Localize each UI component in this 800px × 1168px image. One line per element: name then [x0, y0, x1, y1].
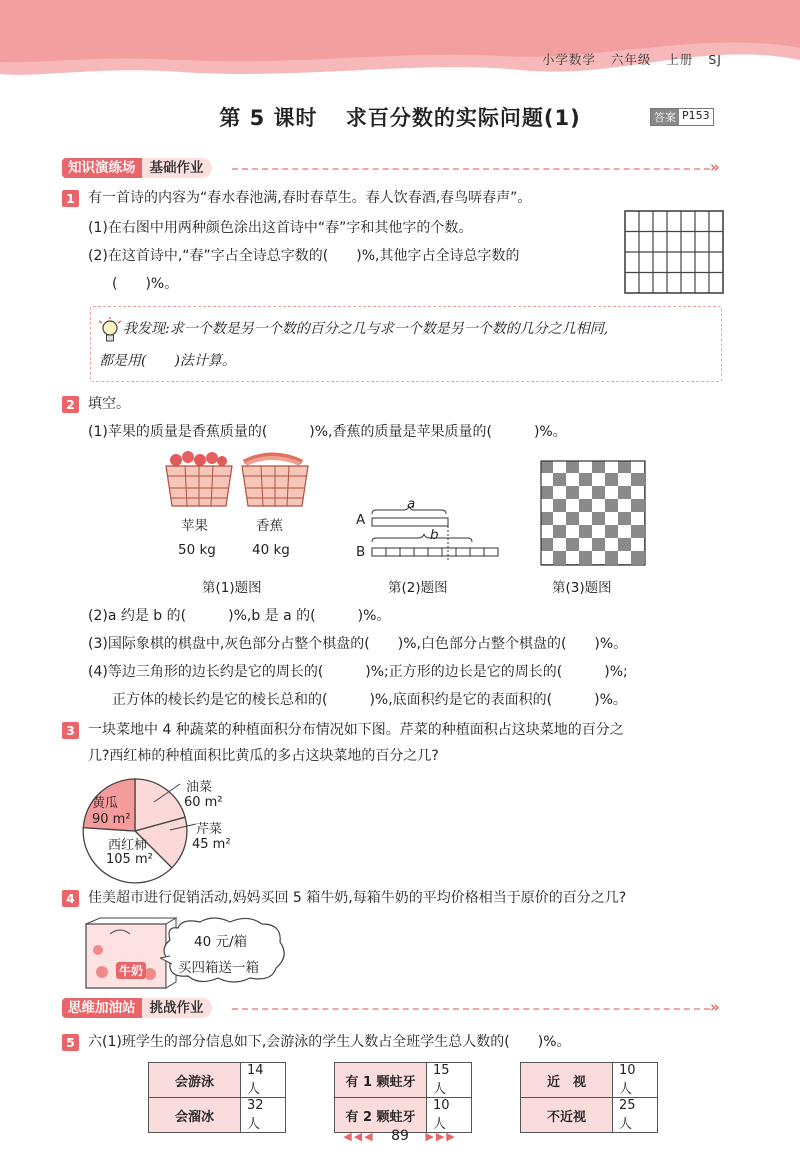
table-swim-skate [148, 1062, 286, 1133]
table-cell: 近 视 [521, 1063, 613, 1098]
question-number: 1 [62, 190, 79, 207]
q1-grid [624, 210, 724, 294]
table-cell: 14 人 [241, 1063, 286, 1098]
discovery-box [90, 306, 722, 382]
discovery-line2: 都是用( )法计算。 [99, 353, 236, 369]
table-cell: 有 2 颗蛀牙 [335, 1098, 427, 1133]
brace-a-label: a [407, 496, 416, 512]
answer-ref [650, 108, 714, 126]
pie-value-cucumber: 90 m² [92, 812, 131, 827]
pie-label-celery: 芹菜 [196, 822, 223, 837]
apple-weight: 50 kg [178, 542, 216, 558]
figure-caption-1: 第(1)题图 [202, 580, 262, 596]
q2-part2: (2)a 约是 b 的( )%,b 是 a 的( )%。 [88, 608, 391, 624]
pie-label-rapeseed: 油菜 [186, 780, 213, 795]
section-basic [62, 157, 212, 179]
q2-intro: 填空。 [88, 396, 130, 412]
header-info [532, 50, 722, 68]
q2-part3: (3)国际象棋的棋盘中,灰色部分占整个棋盘的( )%,白色部分占整个棋盘的( )%。 [88, 636, 628, 652]
fruit-baskets [160, 448, 310, 510]
pie-value-rapeseed: 60 m² [184, 795, 223, 810]
segment-a-label: A [356, 512, 366, 528]
banana-basket [242, 455, 308, 506]
table-cell: 10 人 [427, 1098, 472, 1133]
page-number: 89 [391, 1128, 409, 1144]
next-arrows-icon: ▶▶▶ [425, 1130, 457, 1143]
question-number: 2 [62, 396, 79, 413]
header-subject: 小学数学 [541, 52, 596, 67]
q1-part1: (1)在右图中用两种颜色涂出这首诗中“春”字和其他字的个数。 [88, 220, 473, 236]
q3-text-1: 一块菜地中 4 种蔬菜的种植面积分布情况如下图。芹菜的种植面积占这块菜地的百分之 [88, 722, 624, 738]
double-arrow-icon: » [710, 158, 720, 176]
table-cell: 25 人 [613, 1098, 658, 1133]
section-challenge [62, 997, 212, 1019]
q3-text-2: 几?西红柿的种植面积比黄瓜的多占这块菜地的百分之几? [88, 748, 439, 764]
question-number: 5 [62, 1034, 79, 1051]
table-cell: 不近视 [521, 1098, 613, 1133]
q5-text: 六(1)班学生的部分信息如下,会游泳的学生人数占全班学生总人数的( )%。 [88, 1034, 571, 1050]
q2-part1: (1)苹果的质量是香蕉质量的( )%,香蕉的质量是苹果质量的( )%。 [88, 424, 567, 440]
table-cavities [334, 1062, 472, 1133]
section-tag: 知识演练场 [62, 158, 142, 178]
segment-b-label: B [356, 544, 366, 560]
q4-text: 佳美超市进行促销活动,妈妈买回 5 箱牛奶,每箱牛奶的平均价格相当于原价的百分之几? [88, 890, 627, 906]
pie-value-celery: 45 m² [192, 837, 231, 852]
lesson-number: 第 5 课时 [219, 106, 318, 130]
apple-basket [166, 451, 232, 506]
discovery-line1: 我发现:求一个数是另一个数的百分之几与求一个数是另一个数的几分之几相同, [123, 321, 609, 337]
double-arrow-icon: » [710, 998, 720, 1016]
lesson-topic: 求百分数的实际问题(1) [345, 106, 581, 130]
q1-part2: (2)在这首诗中,“春”字占全诗总字数的( )%,其他字占全诗总字数的 [88, 248, 520, 264]
table-cell: 15 人 [427, 1063, 472, 1098]
bubble-price: 40 元/箱 [194, 934, 248, 950]
prev-arrows-icon: ◀◀◀ [343, 1130, 375, 1143]
header-volume: 上册 [666, 52, 694, 67]
table-cell: 有 1 颗蛀牙 [335, 1063, 427, 1098]
milk-label: 牛奶 [116, 962, 146, 979]
q2-part4-cont: 正方体的棱长约是它的棱长总和的( )%,底面积约是它的表面积的( )%。 [112, 692, 627, 708]
section-tag: 思维加油站 [62, 998, 142, 1018]
banana-weight: 40 kg [252, 542, 290, 558]
answer-label: 答案 [651, 109, 679, 125]
pie-label-cucumber: 黄瓜 [92, 796, 119, 811]
page-footer [0, 1128, 800, 1144]
question-number: 4 [62, 890, 79, 907]
bubble-offer: 买四箱送一箱 [178, 960, 259, 976]
figure-caption-2: 第(2)题图 [388, 580, 448, 596]
table-myopia [520, 1062, 658, 1133]
header-edition: SJ [708, 52, 722, 67]
section-sub: 挑战作业 [142, 998, 212, 1018]
pie-label-tomato: 西红柿 [108, 838, 148, 853]
q1-text: 有一首诗的内容为“春水春池满,春时春草生。春人饮春酒,春鸟哢春声”。 [88, 190, 532, 206]
lightbulb-icon [97, 317, 123, 347]
table-cell: 32 人 [241, 1098, 286, 1133]
header-grade: 六年级 [610, 52, 652, 67]
figure-caption-3: 第(3)题图 [552, 580, 612, 596]
divider [232, 1008, 710, 1010]
banana-label: 香蕉 [256, 518, 283, 534]
apple-label: 苹果 [181, 518, 208, 534]
chessboard [540, 460, 646, 566]
table-cell: 会游泳 [149, 1063, 241, 1098]
table-cell: 会溜冰 [149, 1098, 241, 1133]
divider [232, 168, 710, 170]
segment-diagram [368, 504, 504, 560]
pie-value-tomato: 105 m² [106, 852, 153, 867]
q1-part2-cont: ( )%。 [112, 276, 179, 292]
table-cell: 10 人 [613, 1063, 658, 1098]
answer-page: P153 [682, 109, 710, 122]
section-sub: 基础作业 [142, 158, 212, 178]
q2-part4: (4)等边三角形的边长约是它的周长的( )%;正方形的边长是它的周长的( )%; [88, 664, 628, 680]
question-number: 3 [62, 722, 79, 739]
brace-b-label: b [430, 527, 439, 543]
